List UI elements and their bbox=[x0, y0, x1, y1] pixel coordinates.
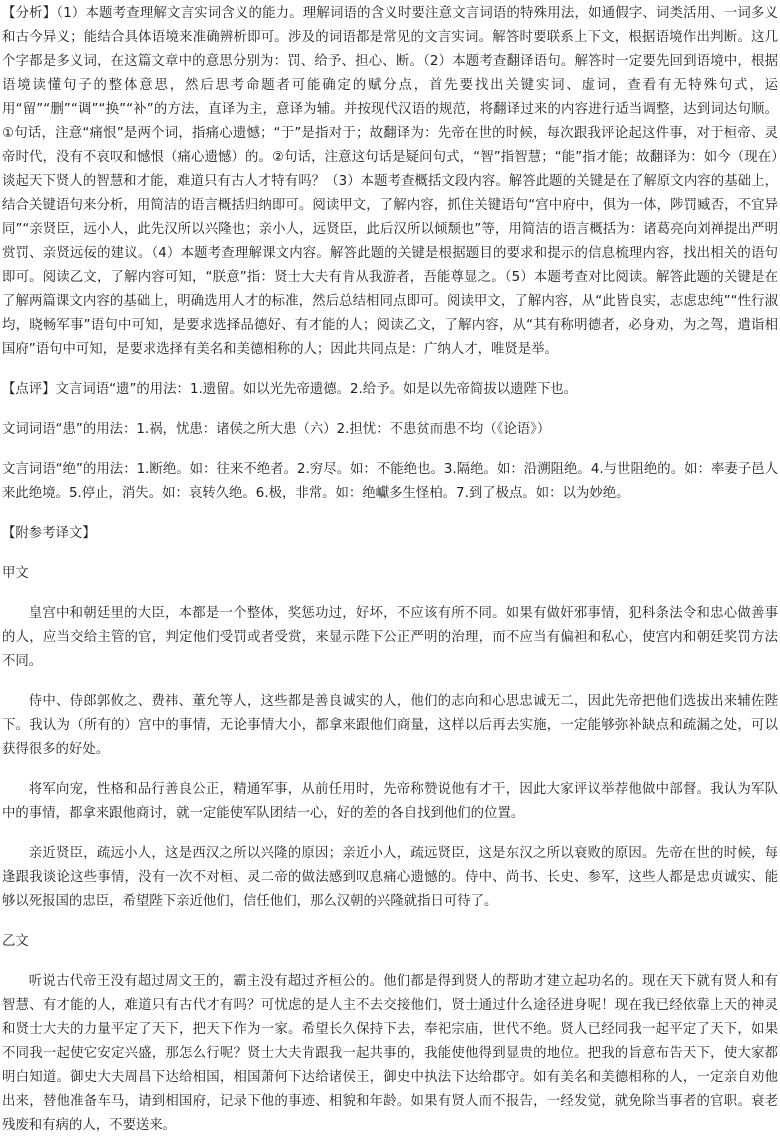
jia-paragraph: 将军向宠，性格和品行善良公正，精通军事，从前任用时，先帝称赞说他有才干，因此大家评议举荐他做中部督。我认为军队中的事情，都拿来跟他商讨，就一定能使军队团结一心，好的差的各自找到他们的位置。 bbox=[2, 782, 778, 821]
jia-paragraph: 皇宫中和朝廷里的大臣，本都是一个整体，奖惩功过，好坏，不应该有所不同。如果有做奸邪事情，犯科条法令和忠心做善事的人，应当交给主管的官，判定他们受罚或者受赏，来显示陛下公正严明的治理，而不应当有偏袒和私心，使宫内和朝廷奖罚方法不同。 bbox=[2, 606, 778, 669]
translation-heading: 【附参考译文】 bbox=[2, 526, 96, 541]
jia-paragraph: 侍中、侍郎郭攸之、费祎、董允等人，这些都是善良诚实的人，他们的志向和心思忠诚无二，因此先帝把他们选拔出来辅佐陛下。我认为（所有的）宫中的事情，无论事情大小，都拿来跟他们商量，这样以后再去实施，一定能够弥补缺点和疏漏之处，可以获得很多的好处。 bbox=[2, 694, 778, 757]
comment-paragraph: 【点评】文言词语“遗”的用法：1.遗留。如以光先帝遗德。2.给予。如是以先帝简拔以遗陛下也。 bbox=[2, 382, 578, 397]
yi-paragraph: 听说古代帝王没有超过周文王的，霸主没有超过齐桓公的。他们都是得到贤人的帮助才建立起功名的。现在天下就有贤人和有智慧、有才能的人，难道只有古代才有吗？可忧虑的是人主不去交接他们，贤士通过什么途径进身呢！现在我已经依靠上天的神灵和贤士大夫的力量平定了天下，把天下作为一家。希望长久保持下去，奉祀宗庙，世代不绝。贤人已经同我一起平定了天下，如果不同我一起使它安定兴盛，那怎么行呢？贤士大夫肯跟我一起共事的，我能使他得到显贵的地位。把我的旨意布告天下，使大家都明白知道。御史大夫周昌下达给相国，相国萧何下达给诸侯王，御史中执法下达给郡守。如有美名和美德相称的人，一定亲自劝他出来，替他准备车马，请到相国府，记录下他的事迹、相貌和年龄。如果有贤人而不报告，一经发觉，就免除当事者的官职。衰老残废和有病的人，不要送来。 bbox=[2, 974, 778, 1133]
huan-usage-paragraph: 文词词语“患”的用法：1.祸，忧患：诸侯之所大患（六）2.担忧：不患贫而患不均（《论语》） bbox=[2, 422, 551, 437]
jia-heading: 甲文 bbox=[2, 566, 29, 581]
analysis-paragraph: 【分析】（1）本题考查理解文言实词含义的能力。理解词语的含义时要注意文言词语的特殊用法，如通假字、词类活用、一词多义和古今异义；能结合具体语境来准确辨析即可。涉及的词语都是常见的文言实词。解答时要联系上下文，根据语境作出判断。这几个字都是多义词，在这篇文章中的意思分别为：罚、给予、担心、断。（2）本题考查翻译语句。解答时一定要先回到语境中，根据语境读懂句子的整体意思，然后思考命题者可能确定的赋分点，首先要找出关键实词、虚词，查看有无特殊句式，运用“留”“删”“调”“换”“补”的方法，直译为主，意译为辅。并按现代汉语的规范，将翻译过来的内容进行适当调整，达到词达句顺。①句话，注意“痛恨”是两个词，指痛心遗憾；“于”是指对于；故翻译为：先帝在世的时候，每次跟我评论起这件事，对于桓帝、灵帝时代，没有不哀叹和憾恨（痛心遗憾）的。②句话，注意这句话是疑问句式，“智”指智慧；“能”指才能；故翻译为：如今（现在）谈起天下贤人的智慧和才能，难道只有古人才特有吗？（3）本题考查概括文段内容。解答此题的关键是在了解原文内容的基础上，结合关键语句来分析，用简洁的语言概括归纳即可。阅读甲文，了解内容，抓住关键语句“宫中府中，俱为一体，陟罚臧否，不宜异同”“亲贤臣，远小人，此先汉所以兴隆也；亲小人，远贤臣，此后汉所以倾颓也”等，用简洁的语言概括为：诸葛亮向刘禅提出严明赏罚、亲贤远佞的建议。（4）本题考查理解课文内容。解答此题的关键是根据题目的要求和提示的信息梳理内容，找出相关的语句即可。阅读乙文，了解内容可知，“朕意”指：贤士大夫有肯从我游者，吾能尊显之。（5）本题考查对比阅读。解答此题的关键是在了解两篇课文内容的基础上，明确选用人才的标准，然后总结相同点即可。阅读甲文，了解内容，从“此皆良实，志虑忠纯”“性行淑均，晓畅军事”语句中可知，是要求选择品德好、有才能的人；阅读乙文，了解内容，从“其有称明德者，必身劝，为之驾，遣诣相国府”语句中可知，是要求选择有美名和美德相称的人；因此共同点是：广纳人才，唯贤是举。 bbox=[2, 6, 778, 357]
jue-usage-paragraph: 文言词语“绝”的用法：1.断绝。如：往来不绝者。2.穷尽。如：不能绝也。3.隔绝。如：沿溯阻绝。4.与世阻绝的。如：率妻子邑人来此绝境。5.停止，消失。如：哀转久绝。6.极，非常。如：绝巘多生怪柏。7.到了极点。如：以为妙绝。 bbox=[2, 462, 778, 501]
yi-heading: 乙文 bbox=[2, 934, 29, 949]
jia-paragraph: 亲近贤臣，疏远小人，这是西汉之所以兴隆的原因；亲近小人，疏远贤臣，这是东汉之所以衰败的原因。先帝在世的时候，每逢跟我谈论这些事情，没有一次不对桓、灵二帝的做法感到叹息痛心遗憾的。侍中、尚书、长史、参军，这些人都是忠贞诚实、能够以死报国的忠臣，希望陛下亲近他们，信任他们，那么汉朝的兴隆就指日可待了。 bbox=[2, 846, 778, 909]
